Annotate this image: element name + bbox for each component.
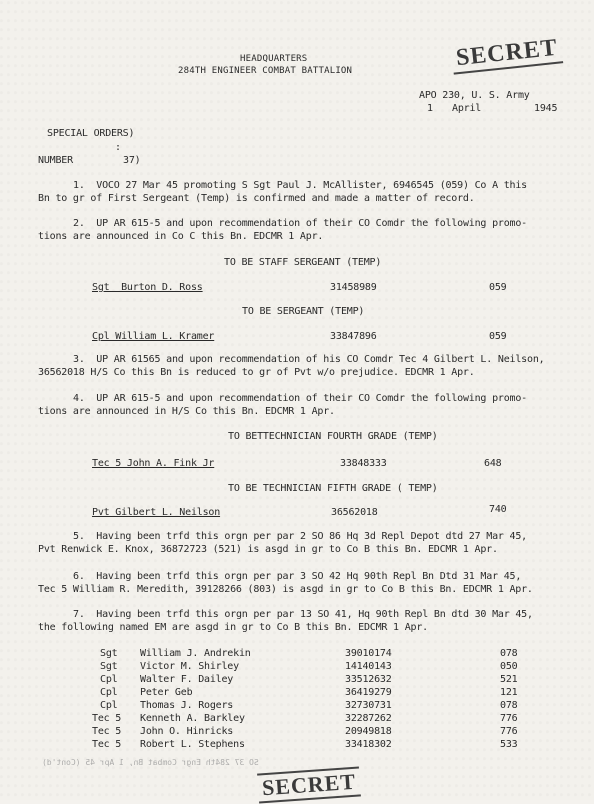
secret-stamp-bottom: SECRET bbox=[257, 766, 361, 803]
staff-sgt-name: Sgt Burton D. Ross bbox=[92, 282, 203, 293]
date-month: April bbox=[452, 103, 482, 114]
sgt-serial: 33847896 bbox=[330, 331, 377, 342]
tec5-name: Pvt Gilbert L. Neilson bbox=[92, 507, 221, 518]
para2-line2: tions are announced in Co C this Bn. EDCMR 1 Apr. bbox=[38, 231, 324, 242]
tec5-code: 740 bbox=[489, 504, 507, 515]
roster-serial: 20949818 bbox=[345, 726, 392, 737]
heading-tec4: TO BETTECHNICIAN FOURTH GRADE (TEMP) bbox=[228, 431, 438, 442]
roster-serial: 32287262 bbox=[345, 713, 392, 724]
bleed-through-line: SO 37 284th Engr Combat Bn, 1 Apr 45 (Cont'd) bbox=[42, 758, 259, 767]
para3-line1: 3. UP AR 61565 and upon recommendation of his CO Comdr Tec 4 Gilbert L. Neilson, bbox=[73, 354, 545, 365]
order-number: 37) bbox=[123, 155, 141, 166]
tec4-name: Tec 5 John A. Fink Jr bbox=[92, 458, 215, 469]
roster-name: Thomas J. Rogers bbox=[140, 700, 234, 711]
para6-line1: 6. Having been trfd this orgn per par 3 SO 42 Hq 90th Repl Bn Dtd 31 Mar 45, bbox=[73, 571, 522, 582]
para5-line2: Pvt Renwick E. Knox, 36872723 (521) is asgd in gr to Co B this Bn. EDCMR 1 Apr. bbox=[38, 544, 498, 555]
roster-rank: Cpl bbox=[100, 687, 118, 698]
sgt-code: 059 bbox=[489, 331, 507, 342]
roster-name: John O. Hinricks bbox=[140, 726, 234, 737]
roster-code: 121 bbox=[500, 687, 518, 698]
roster-rank: Tec 5 bbox=[92, 739, 122, 750]
para4-line2: tions are announced in H/S Co this Bn. EDCMR 1 Apr. bbox=[38, 406, 335, 417]
apo-line: APO 230, U. S. Army bbox=[419, 90, 530, 101]
para1-line2: Bn to gr of First Sergeant (Temp) is confirmed and made a matter of record. bbox=[38, 193, 475, 204]
para5-line1: 5. Having been trfd this orgn per par 2 SO 86 Hq 3d Repl Depot dtd 27 Mar 45, bbox=[73, 531, 527, 542]
tec4-code: 648 bbox=[484, 458, 502, 469]
roster-code: 776 bbox=[500, 726, 518, 737]
special-orders-label: SPECIAL ORDERS) bbox=[47, 128, 135, 139]
roster-name: Kenneth A. Barkley bbox=[140, 713, 245, 724]
staff-sgt-code: 059 bbox=[489, 282, 507, 293]
battalion-heading: 284TH ENGINEER COMBAT BATTALION bbox=[178, 66, 353, 76]
para3-line2: 36562018 H/S Co this Bn is reduced to gr of Pvt w/o prejudice. EDCMR 1 Apr. bbox=[38, 367, 475, 378]
para1-line1: 1. VOCO 27 Mar 45 promoting S Sgt Paul J. McAllister, 6946545 (059) Co A this bbox=[73, 180, 527, 191]
roster-rank: Cpl bbox=[100, 674, 118, 685]
roster-serial: 33512632 bbox=[345, 674, 392, 685]
roster-rank: Tec 5 bbox=[92, 713, 122, 724]
roster-code: 050 bbox=[500, 661, 518, 672]
orders-colon: : bbox=[115, 142, 121, 153]
heading-sergeant: TO BE SERGEANT (TEMP) bbox=[242, 306, 365, 317]
date-year: 1945 bbox=[534, 103, 558, 114]
sgt-name: Cpl William L. Kramer bbox=[92, 331, 215, 342]
date-day: 1 bbox=[427, 103, 433, 114]
para4-line1: 4. UP AR 615-5 and upon recommendation of their CO Comdr the following promo- bbox=[73, 393, 527, 404]
para7-line2: the following named EM are asgd in gr to Co B this Bn. EDCMR 1 Apr. bbox=[38, 622, 428, 633]
roster-rank: Tec 5 bbox=[92, 726, 122, 737]
para2-line1: 2. UP AR 615-5 and upon recommendation of their CO Comdr the following promo- bbox=[73, 218, 527, 229]
staff-sgt-serial: 31458989 bbox=[330, 282, 377, 293]
roster-rank: Sgt bbox=[100, 648, 118, 659]
roster-rank: Cpl bbox=[100, 700, 118, 711]
roster-serial: 14140143 bbox=[345, 661, 392, 672]
number-label: NUMBER bbox=[38, 155, 73, 166]
para6-line2: Tec 5 William R. Meredith, 39128266 (803) is asgd in gr to Co B this Bn. EDCMR 1 Apr. bbox=[38, 584, 533, 595]
hq-heading: HEADQUARTERS bbox=[240, 54, 308, 64]
heading-tec5: TO BE TECHNICIAN FIFTH GRADE ( TEMP) bbox=[228, 483, 438, 494]
roster-serial: 36419279 bbox=[345, 687, 392, 698]
roster-name: William J. Andrekin bbox=[140, 648, 251, 659]
roster-name: Victor M. Shirley bbox=[140, 661, 239, 672]
roster-name: Robert L. Stephens bbox=[140, 739, 245, 750]
roster-name: Walter F. Dailey bbox=[140, 674, 234, 685]
roster-serial: 33418302 bbox=[345, 739, 392, 750]
tec5-serial: 36562018 bbox=[331, 507, 378, 518]
roster-serial: 32730731 bbox=[345, 700, 392, 711]
roster-rank: Sgt bbox=[100, 661, 118, 672]
roster-code: 078 bbox=[500, 700, 518, 711]
roster-code: 078 bbox=[500, 648, 518, 659]
tec4-serial: 33848333 bbox=[340, 458, 387, 469]
secret-stamp-top: SECRET bbox=[451, 34, 563, 74]
para7-line1: 7. Having been trfd this orgn per par 13 SO 41, Hq 90th Repl Bn dtd 30 Mar 45, bbox=[73, 609, 533, 620]
heading-staff-sergeant: TO BE STAFF SERGEANT (TEMP) bbox=[224, 257, 382, 268]
roster-serial: 39010174 bbox=[345, 648, 392, 659]
roster-code: 533 bbox=[500, 739, 518, 750]
roster-code: 776 bbox=[500, 713, 518, 724]
roster-code: 521 bbox=[500, 674, 518, 685]
roster-name: Peter Geb bbox=[140, 687, 193, 698]
